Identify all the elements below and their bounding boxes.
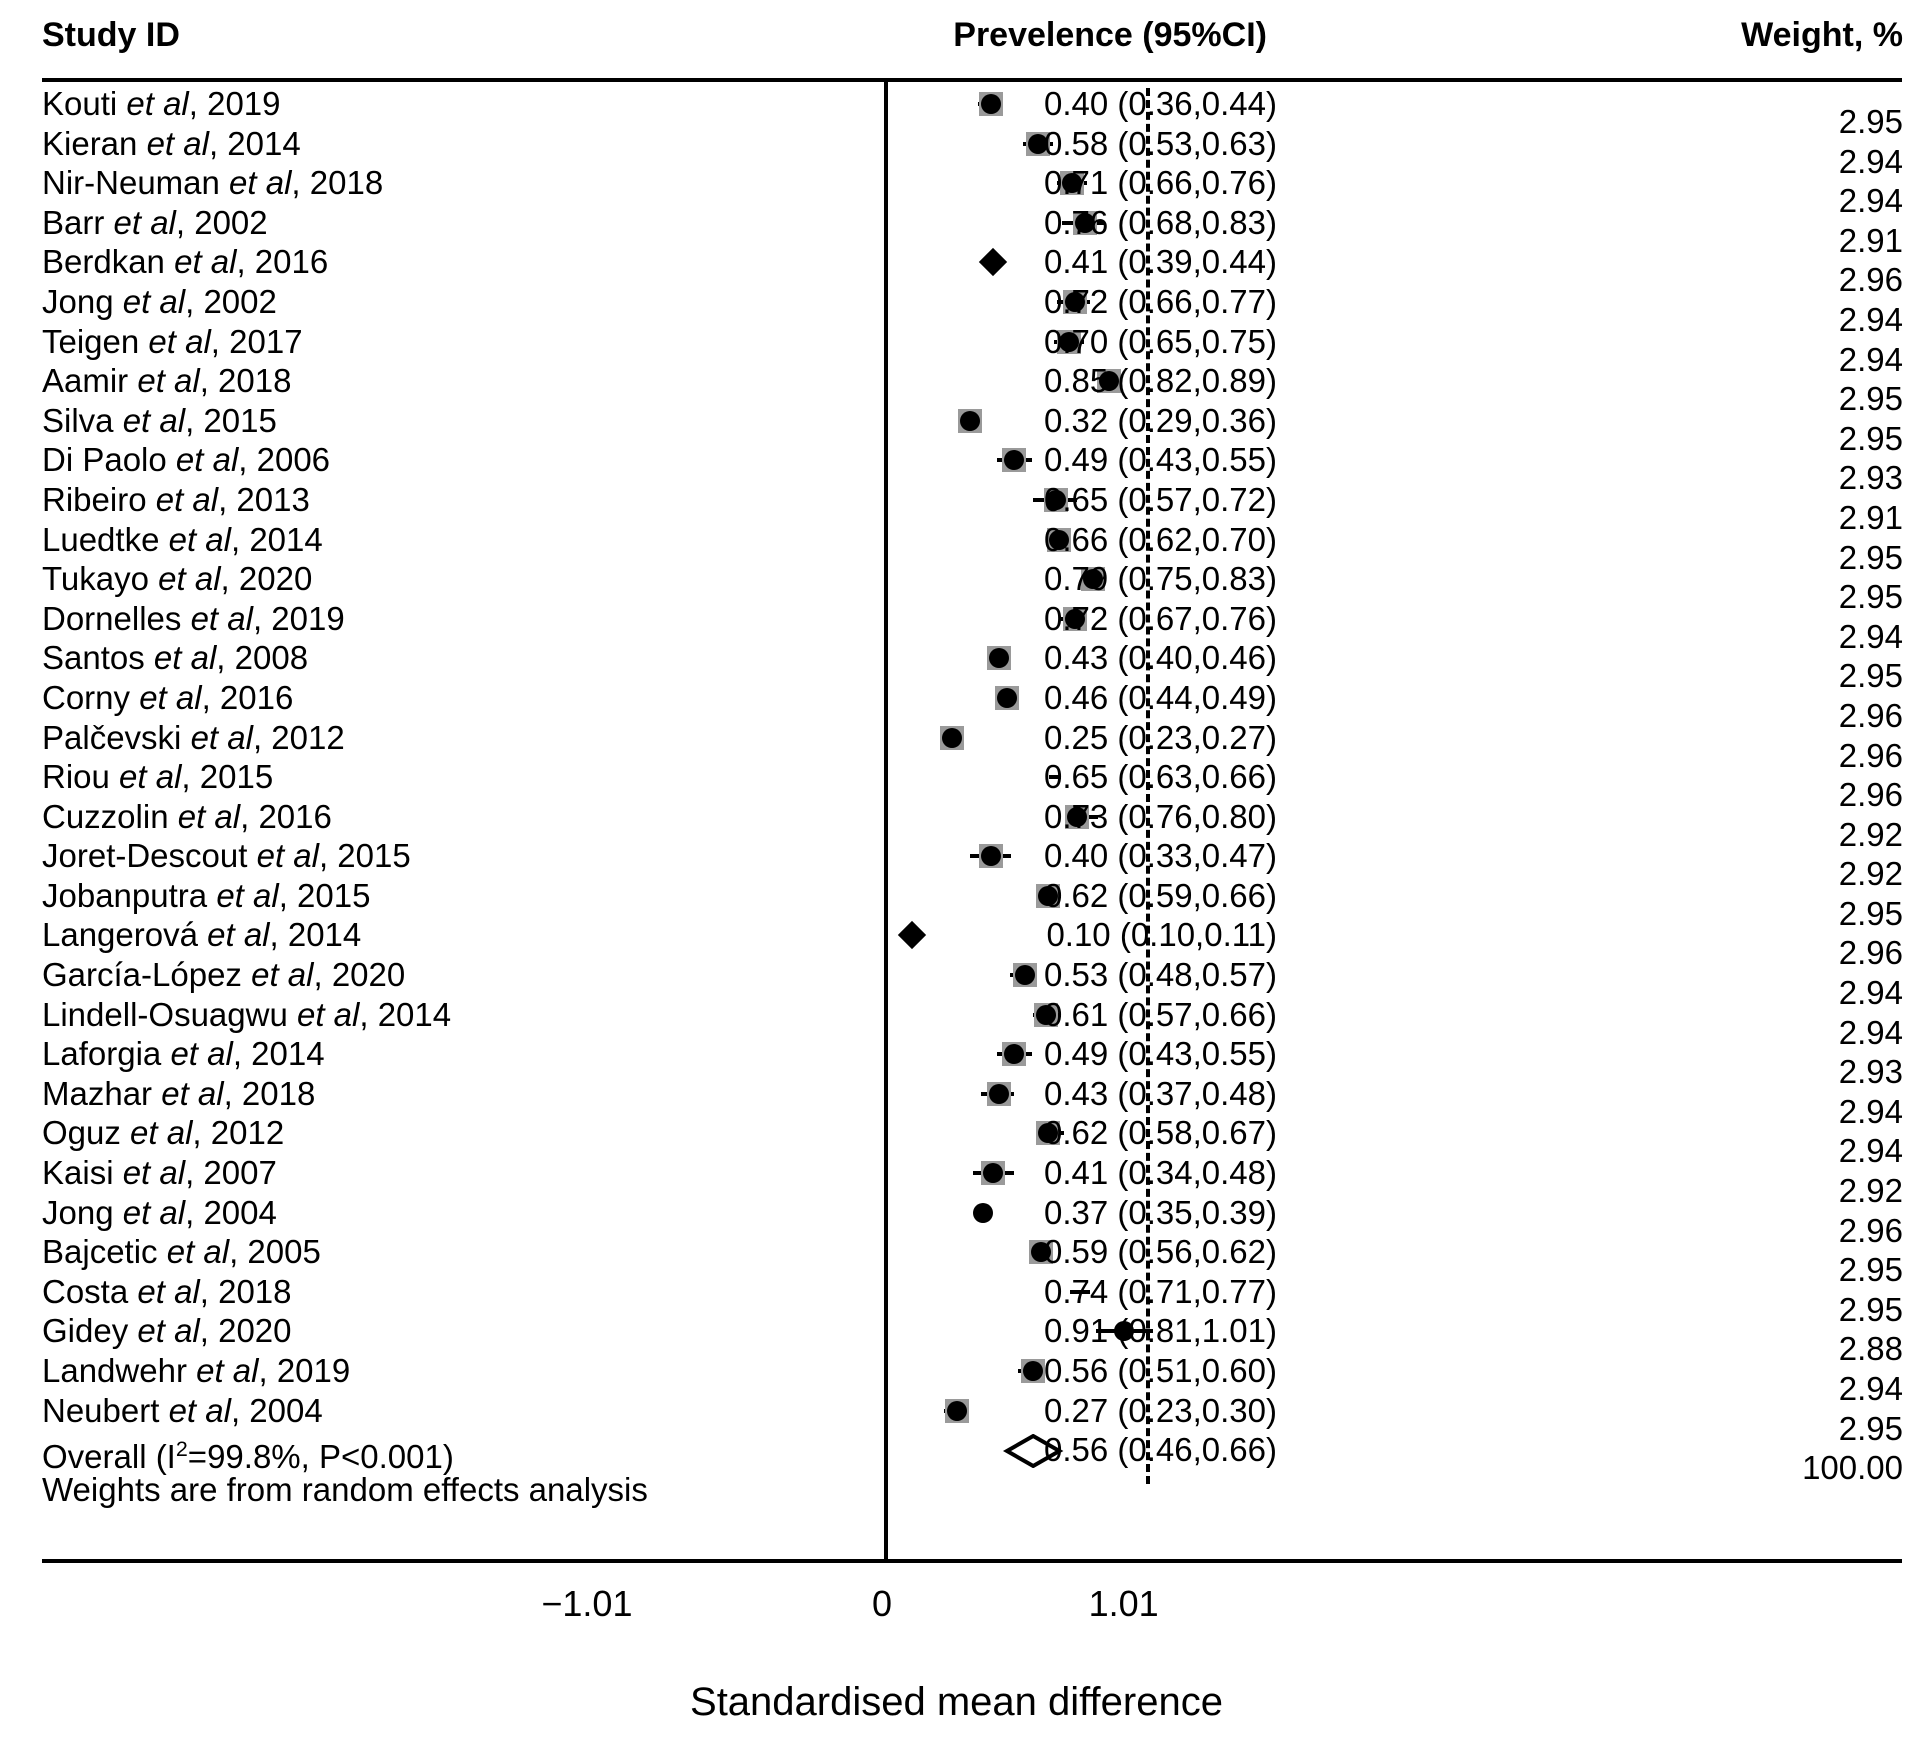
study-label: Langerová et al, 2014: [42, 916, 362, 954]
weight-value: 2.94: [1838, 1132, 1903, 1170]
column-header-weight: Weight, %: [1741, 16, 1903, 54]
weight-value: 2.92: [1838, 855, 1903, 893]
study-label: Berdkan et al, 2016: [42, 243, 329, 281]
weight-value: 2.95: [1838, 578, 1903, 616]
table-row: [0, 876, 1913, 932]
x-tick-label-zero: 0: [872, 1583, 893, 1624]
effect-estimate-text: 0.59 (0.56,0.62): [1044, 1233, 1277, 1271]
weight-value: 2.94: [1838, 1092, 1903, 1130]
table-row: [0, 361, 1913, 418]
table-row: [0, 203, 1913, 259]
effect-estimate-text: 0.72 (0.67,0.76): [1044, 599, 1277, 637]
study-label: Bajcetic et al, 2005: [42, 1233, 321, 1271]
effect-estimate-text: 0.85 (0.82,0.89): [1044, 362, 1277, 400]
study-label: Di Paolo et al, 2006: [42, 441, 331, 479]
point-estimate-dot: [997, 688, 1017, 708]
weight-value: 2.96: [1838, 696, 1903, 734]
study-label: Joret-Descout et al, 2015: [42, 837, 411, 875]
x-axis: [0, 1563, 1913, 1633]
table-row: [0, 995, 1913, 1051]
effect-estimate-text: 0.41 (0.34,0.48): [1044, 1154, 1277, 1192]
study-label: Aamir et al, 2018: [42, 362, 292, 400]
table-row: [0, 163, 1913, 220]
table-row: [0, 1074, 1913, 1130]
effect-estimate-text: 0.72 (0.66,0.77): [1044, 282, 1277, 320]
effect-estimate-text: 0.74 (0.71,0.77): [1044, 1272, 1277, 1310]
study-label: Jong et al, 2004: [42, 1193, 277, 1231]
table-row: [0, 401, 1913, 457]
weights-note: Weights are from random effects analysis: [42, 1470, 648, 1508]
table-row: [0, 559, 1913, 616]
table-row: [0, 1193, 1913, 1249]
study-label: Silva et al, 2015: [42, 401, 277, 439]
weight-value: 2.95: [1838, 894, 1903, 932]
x-tick-label-max: 1.01: [1088, 1583, 1159, 1624]
forest-rows: [0, 84, 1913, 1509]
table-row: [0, 836, 1913, 893]
effect-marker: [979, 248, 1007, 276]
weight-value: 2.96: [1838, 261, 1903, 299]
effect-estimate-text: 0.66 (0.62,0.70): [1044, 520, 1277, 558]
effect-estimate-text: 0.56 (0.51,0.60): [1044, 1352, 1277, 1389]
weight-value: 2.94: [1838, 300, 1903, 338]
study-label: Neubert et al, 2004: [42, 1391, 323, 1429]
effect-estimate-text: 0.32 (0.29,0.36): [1044, 401, 1277, 439]
effect-estimate-text: 0.91 (0.81,1.01): [1044, 1312, 1277, 1350]
overall-label: Overall ($I^2=99.8\%$, P<0.001): [42, 1437, 454, 1476]
x-axis-title: Standardised mean difference: [690, 1680, 1223, 1724]
weight-value: 2.92: [1838, 1172, 1903, 1210]
study-label: Tukayo et al, 2020: [42, 560, 313, 598]
table-row: [0, 638, 1913, 695]
study-label: Luedtke et al, 2014: [42, 520, 323, 558]
effect-estimate-text: 0.62 (0.59,0.66): [1044, 876, 1277, 914]
study-label: Teigen et al, 2017: [42, 322, 303, 360]
table-row: [0, 242, 1913, 299]
study-label: Lindell-Osuagwu et al, 2014: [42, 995, 452, 1033]
table-row: [0, 955, 1913, 1012]
weight-value: 2.94: [1838, 340, 1903, 378]
weight-value: 2.95: [1838, 1409, 1903, 1447]
table-header: [0, 8, 1913, 70]
effect-estimate-text: 0.49 (0.43,0.55): [1044, 441, 1277, 479]
effect-estimate-text: 0.41 (0.39,0.44): [1044, 243, 1277, 281]
table-row: [0, 84, 1913, 140]
weight-value: 2.93: [1838, 1053, 1903, 1091]
point-estimate-dot: [942, 728, 962, 748]
effect-estimate-text: 0.65 (0.57,0.72): [1044, 480, 1277, 518]
header-divider: [42, 78, 1902, 82]
point-estimate-dot: [1023, 1361, 1043, 1381]
weight-value: 2.96: [1838, 736, 1903, 774]
overall-effect-text: 0.56 (0.46,0.66): [1044, 1431, 1277, 1469]
table-row: [0, 1113, 1913, 1170]
table-row: [0, 124, 1913, 180]
weight-value: 2.91: [1838, 498, 1903, 536]
effect-estimate-text: 0.43 (0.37,0.48): [1044, 1074, 1277, 1112]
table-row: [0, 797, 1913, 853]
column-header-prevalence: Prevelence (95%CI): [953, 16, 1267, 54]
study-label: Barr et al, 2002: [42, 203, 268, 241]
point-estimate-dot: [989, 1084, 1009, 1104]
study-label: Nir-Neuman et al, 2018: [42, 164, 384, 202]
table-row: [0, 322, 1913, 378]
weight-value: 2.95: [1838, 419, 1903, 457]
weight-value: 2.94: [1838, 974, 1903, 1012]
study-label: Costa et al, 2018: [42, 1272, 292, 1310]
effect-estimate-text: 0.61 (0.57,0.66): [1044, 995, 1277, 1033]
table-row: [0, 915, 1913, 972]
overall-row: [0, 1430, 1913, 1487]
effect-estimate-text: 0.65 (0.63,0.66): [1044, 758, 1277, 796]
study-label: Riou et al, 2015: [42, 758, 274, 796]
effect-estimate-text: 0.62 (0.58,0.67): [1044, 1114, 1277, 1152]
effect-estimate-text: 0.49 (0.43,0.55): [1044, 1035, 1277, 1073]
weight-value: 2.95: [1838, 657, 1903, 695]
study-label: Santos et al, 2008: [42, 639, 309, 677]
weight-value: 2.96: [1838, 1211, 1903, 1249]
effect-estimate-text: 0.70 (0.65,0.75): [1044, 322, 1277, 360]
table-row: [0, 1153, 1913, 1210]
effect-estimate-text: 0.58 (0.53,0.63): [1044, 124, 1277, 162]
point-estimate-dot: [973, 1203, 993, 1223]
study-label: García-López et al, 2020: [42, 956, 406, 994]
study-label: Palčevski et al, 2012: [42, 718, 345, 756]
study-label: Oguz et al, 2012: [42, 1114, 285, 1152]
column-header-study-id: Study ID: [42, 16, 180, 54]
study-label: Corny et al, 2016: [42, 678, 294, 716]
table-row: [0, 718, 1913, 774]
point-estimate-dot: [981, 846, 1001, 866]
table-row: [0, 678, 1913, 734]
study-label: Kieran et al, 2014: [42, 124, 301, 162]
effect-estimate-text: 0.40 (0.33,0.47): [1044, 837, 1277, 875]
point-estimate-dot: [947, 1401, 967, 1421]
effect-estimate-text: 0.46 (0.44,0.49): [1044, 678, 1277, 716]
effect-estimate-text: 0.27 (0.23,0.30): [1044, 1391, 1277, 1429]
effect-estimate-text: 0.76 (0.68,0.83): [1044, 203, 1277, 241]
weight-value: 2.92: [1838, 815, 1903, 853]
table-row: [0, 1272, 1913, 1328]
study-label: Laforgia et al, 2014: [42, 1035, 325, 1073]
table-row: [0, 1311, 1913, 1368]
point-estimate-dot: [989, 648, 1009, 668]
weight-value: 2.96: [1838, 776, 1903, 814]
weight-value: 2.95: [1838, 1290, 1903, 1328]
table-row: [0, 757, 1913, 814]
study-label: Cuzzolin et al, 2016: [42, 797, 332, 835]
weight-value: 2.96: [1838, 934, 1903, 972]
weight-value: 2.93: [1838, 459, 1903, 497]
effect-estimate-text: 0.79 (0.75,0.83): [1044, 560, 1277, 598]
weight-value: 2.95: [1838, 538, 1903, 576]
effect-estimate-text: 0.40 (0.36,0.44): [1044, 85, 1277, 122]
table-row: [0, 1391, 1913, 1447]
study-label: Gidey et al, 2020: [42, 1312, 292, 1350]
study-label: Dornelles et al, 2019: [42, 599, 345, 637]
table-row: [0, 1034, 1913, 1091]
effect-estimate-text: 0.71 (0.66,0.76): [1044, 164, 1277, 202]
weight-value: 2.88: [1838, 1330, 1903, 1368]
weights-note-row: [0, 1470, 1913, 1510]
point-estimate-dot: [981, 94, 1001, 114]
study-label: Kaisi et al, 2007: [42, 1154, 277, 1192]
study-label: Jong et al, 2002: [42, 282, 277, 320]
weight-value: 2.95: [1838, 103, 1903, 140]
weight-value: 2.95: [1838, 380, 1903, 418]
study-label: Kouti et al, 2019: [42, 85, 281, 122]
weight-value: 2.94: [1838, 142, 1903, 180]
weight-value: 2.91: [1838, 221, 1903, 259]
study-label: Jobanputra et al, 2015: [42, 876, 371, 914]
effect-estimate-text: 0.73 (0.76,0.80): [1044, 797, 1277, 835]
effect-estimate-text: 0.25 (0.23,0.27): [1044, 718, 1277, 756]
x-tick-label-min: −1.01: [541, 1583, 633, 1624]
study-label: Ribeiro et al, 2013: [42, 480, 310, 518]
weight-value: 2.94: [1838, 1013, 1903, 1051]
table-row: [0, 1232, 1913, 1289]
weight-value: 2.94: [1838, 617, 1903, 655]
point-estimate-dot: [960, 411, 980, 431]
point-estimate-dot: [1015, 965, 1035, 985]
table-row: [0, 282, 1913, 338]
weight-value: 2.95: [1838, 1251, 1903, 1289]
table-row: [0, 480, 1913, 536]
effect-estimate-text: 0.37 (0.35,0.39): [1044, 1193, 1277, 1231]
weight-value: 2.94: [1838, 1370, 1903, 1407]
weight-value: 2.94: [1838, 182, 1903, 220]
effect-estimate-text: 0.10 (0.10,0.11): [1046, 916, 1277, 954]
table-row: [0, 599, 1913, 655]
effect-estimate-text: 0.53 (0.48,0.57): [1044, 956, 1277, 994]
study-label: Landwehr et al, 2019: [42, 1352, 351, 1389]
effect-marker: [898, 921, 926, 949]
table-row: [0, 1351, 1913, 1407]
effect-estimate-text: 0.43 (0.40,0.46): [1044, 639, 1277, 677]
overall-weight-value: 100.00: [1802, 1449, 1903, 1487]
table-row: [0, 440, 1913, 497]
study-label: Mazhar et al, 2018: [42, 1074, 316, 1112]
table-row: [0, 520, 1913, 576]
